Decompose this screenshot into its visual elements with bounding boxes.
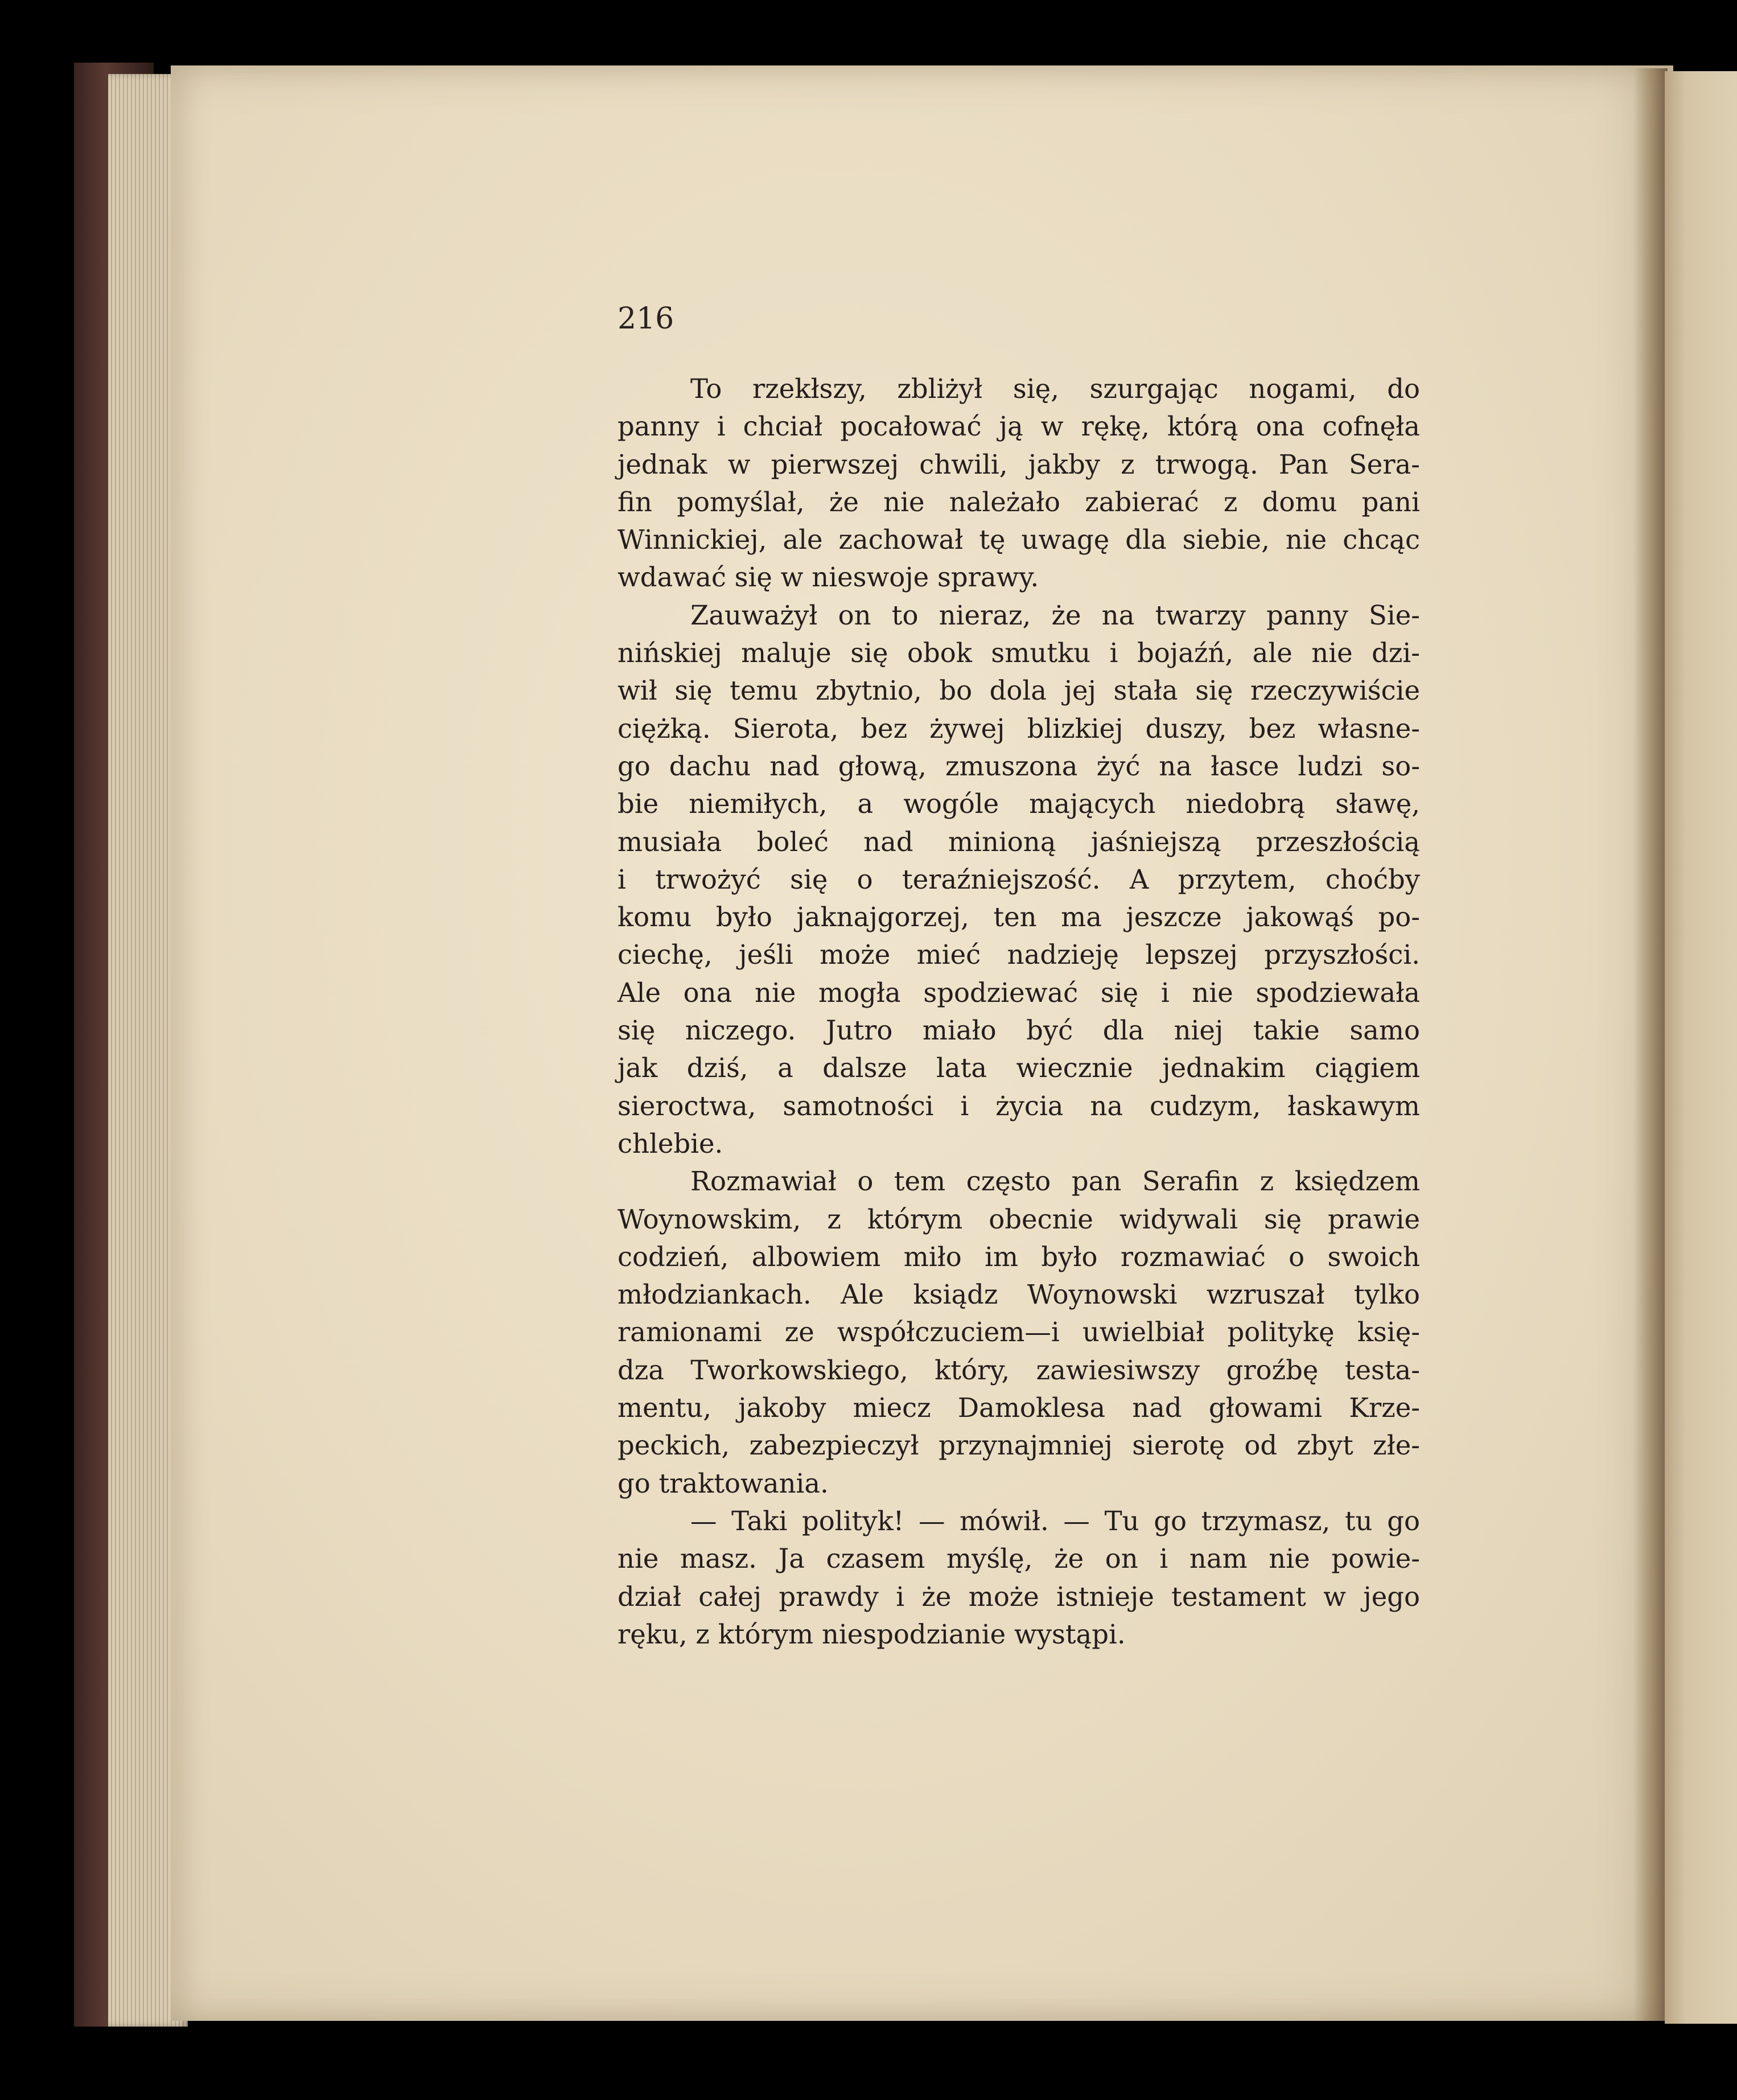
text-line: Ale ona nie mogła spodziewać się i nie spodziewała bbox=[618, 977, 1420, 1008]
text-line: ciechę, jeśli może mieć nadzieję lepszej przyszłości. bbox=[618, 939, 1420, 971]
text-line: musiała boleć nad minioną jaśniejszą przeszłością bbox=[618, 826, 1420, 857]
text-line: dział całej prawdy i że może istnieje testament w jego bbox=[618, 1581, 1420, 1612]
text-line: peckich, zabezpieczył przynajmniej sierotę od zbyt złe- bbox=[618, 1430, 1420, 1461]
text-line: chlebie. bbox=[618, 1128, 723, 1159]
text-line: Rozmawiał o tem często pan Serafin z księdzem bbox=[690, 1166, 1420, 1197]
text-line: wdawać się w nieswoje sprawy. bbox=[618, 562, 1039, 593]
body-text bbox=[618, 370, 1420, 1653]
text-line: nińskiej maluje się obok smutku i bojaźń, ale nie dzi- bbox=[618, 638, 1420, 669]
text-line: nie masz. Ja czasem myślę, że on i nam nie powie- bbox=[618, 1543, 1420, 1575]
text-line: dza Tworkowskiego, który, zawiesiwszy groźbę testa- bbox=[618, 1354, 1420, 1386]
text-line: codzień, albowiem miło im było rozmawiać o swoich bbox=[618, 1241, 1420, 1272]
text-line: ramionami ze współczuciem—i uwielbiał politykę księ- bbox=[618, 1317, 1420, 1348]
text-line: bie niemiłych, a wogóle mających niedobrą sławę, bbox=[618, 788, 1420, 820]
text-line: Woynowskim, z którym obecnie widywali się prawie bbox=[618, 1203, 1420, 1235]
text-line: i trwożyć się o teraźniejszość. A przytem, choćby bbox=[618, 864, 1420, 895]
text-line: Zauważył on to nieraz, że na twarzy panny Sie- bbox=[690, 599, 1420, 631]
text-line: się niczego. Jutro miało być dla niej takie samo bbox=[618, 1015, 1420, 1046]
text-line: — Taki polityk! — mówił. — Tu go trzymasz, tu go bbox=[690, 1505, 1420, 1536]
text-line: młodziankach. Ale ksiądz Woynowski wzruszał tylko bbox=[618, 1279, 1420, 1310]
text-line: wił się temu zbytnio, bo dola jej stała się rzeczywiście bbox=[618, 675, 1420, 706]
text-line: fin pomyślał, że nie należało zabierać z domu pani bbox=[618, 486, 1420, 517]
text-line: go dachu nad głową, zmuszona żyć na łasce ludzi so- bbox=[618, 750, 1420, 782]
next-page-edge bbox=[1665, 71, 1737, 2024]
text-line: panny i chciał pocałować ją w rękę, którą ona cofnęła bbox=[618, 411, 1420, 442]
text-line: To rzekłszy, zbliżył się, szurgając nogami, do bbox=[690, 373, 1420, 404]
text-line: go traktowania. bbox=[618, 1468, 829, 1499]
text-line: jak dziś, a dalsze lata wiecznie jednakim ciągiem bbox=[618, 1053, 1420, 1084]
page-number: 216 bbox=[618, 302, 674, 336]
text-line: Winnickiej, ale zachował tę uwagę dla siebie, nie chcąc bbox=[618, 524, 1420, 556]
text-line: mentu, jakoby miecz Damoklesa nad głowami Krze- bbox=[618, 1392, 1420, 1424]
text-line: sieroctwa, samotności i życia na cudzym, łaskawym bbox=[618, 1090, 1420, 1121]
page-gutter-shadow bbox=[1633, 68, 1668, 2021]
text-line: ciężką. Sierota, bez żywej blizkiej duszy, bez własne- bbox=[618, 713, 1420, 744]
text-line: komu było jaknajgorzej, ten ma jeszcze jakowąś po- bbox=[618, 902, 1420, 933]
text-line: jednak w pierwszej chwili, jakby z trwogą. Pan Sera- bbox=[618, 449, 1420, 480]
text-line: ręku, z którym niespodzianie wystąpi. bbox=[618, 1618, 1126, 1650]
